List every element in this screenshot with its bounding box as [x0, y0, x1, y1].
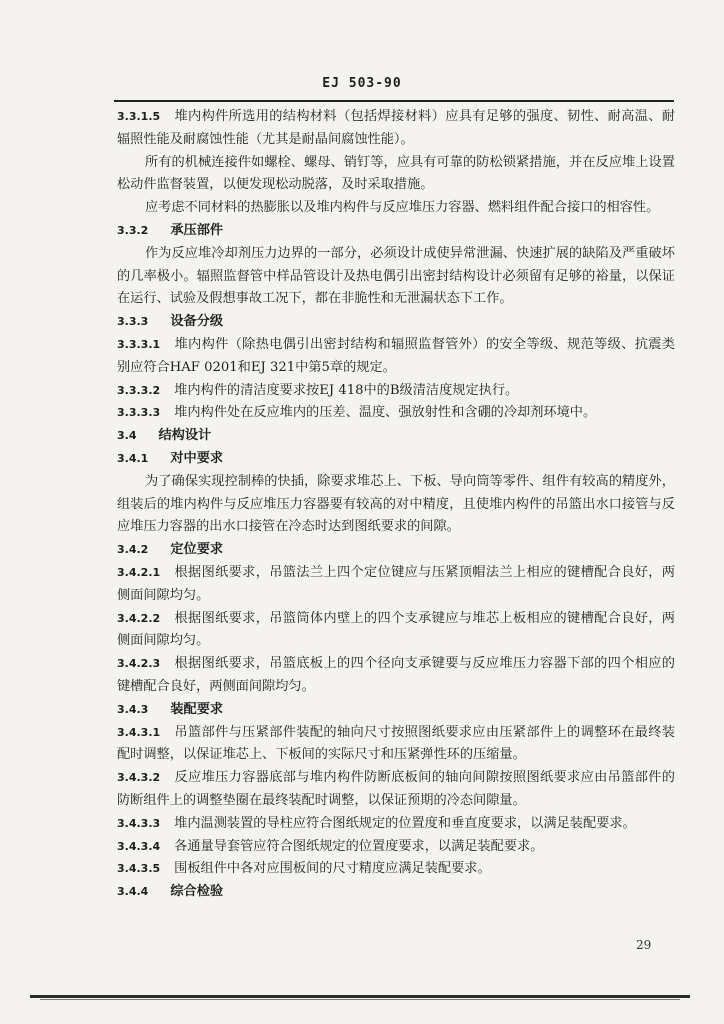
- clause-number: 3.3.3: [117, 315, 149, 329]
- section-heading: [117, 539, 675, 562]
- header-rule: [114, 100, 674, 102]
- section-heading: [117, 311, 675, 334]
- section-heading: [117, 425, 675, 448]
- paragraph-text: 结构设计: [158, 428, 212, 444]
- paragraph-text: 承压部件: [170, 222, 224, 238]
- section-heading: [117, 699, 675, 722]
- body-paragraph: [117, 152, 675, 198]
- section-heading: [117, 220, 675, 243]
- paragraph-text: 围板组件中各对应围板间的尺寸精度应满足装配要求。: [174, 861, 491, 877]
- clause-paragraph: [117, 653, 675, 699]
- section-heading: [117, 448, 675, 471]
- clause-paragraph: [117, 722, 675, 768]
- clause-number: 3.3.3.3: [117, 406, 161, 420]
- paragraph-text: 作为反应堆冷却剂压力边界的一部分，必须设计成使异常泄漏、快速扩展的缺陷及严重破坏的几率极小。辐照监督管中样品管设计及热电偶引出密封结构设计必须留有足够的裕量，以保证在运行、试验及假想事故工况下，都在非脆性和无泄漏状态下工作。: [117, 245, 675, 307]
- clause-number: 3.4.3.4: [117, 839, 161, 853]
- clause-number: 3.4.3.5: [117, 862, 161, 876]
- paragraph-text: 定位要求: [170, 542, 224, 558]
- clause-paragraph: [117, 813, 675, 836]
- body-paragraph: [117, 243, 675, 311]
- clause-number: 3.4.2: [117, 543, 149, 557]
- clause-number: 3.4.3.3: [117, 816, 161, 830]
- clause-paragraph: [117, 380, 675, 403]
- clause-number: 3.3.3.1: [117, 337, 161, 351]
- clause-paragraph: [117, 402, 675, 425]
- paragraph-text: 堆内构件处在反应堆内的压差、温度、强放射性和含硼的冷却剂环境中。: [174, 405, 597, 421]
- paragraph-text: 对中要求: [170, 450, 224, 466]
- paragraph-text: 吊篮部件与压紧部件装配的轴向尺寸按照图纸要求应由压紧部件上的调整环在最终装配时调整，以保证堆芯上、下板间的实际尺寸和压紧弹性环的压缩量。: [117, 724, 675, 763]
- clause-number: 3.4.3.2: [117, 771, 161, 785]
- clause-number: 3.4.2.2: [117, 611, 161, 625]
- paragraph-text: 所有的机械连接件如螺栓、螺母、销钉等，应具有可靠的防松锁紧措施，并在反应堆上设置松动件监督装置，以便发现松动脱落，及时采取措施。: [117, 154, 675, 193]
- paragraph-text: 堆内构件（除热电偶引出密封结构和辐照监督管外）的安全等级、规范等级、抗震类别应符合HAF 0201和EJ 321中第5章的规定。: [117, 336, 675, 375]
- footer-rule: [30, 995, 690, 998]
- paragraph-text: 根据图纸要求，吊篮底板上的四个径向支承键要与反应堆压力容器下部的四个相应的键槽配合良好，两侧面间隙均匀。: [117, 656, 675, 694]
- paragraph-text: 堆内构件的清洁度要求按EJ 418中的B级清洁度规定执行。: [174, 382, 519, 398]
- clause-paragraph: [117, 334, 675, 380]
- clause-number: 3.4.2.3: [117, 657, 161, 671]
- footer-rule-shadow: [40, 999, 680, 1000]
- paragraph-text: 设备分级: [170, 314, 224, 330]
- document-body: [117, 106, 675, 904]
- clause-number: 3.4.1: [117, 451, 149, 465]
- clause-number: 3.4: [117, 429, 137, 443]
- clause-paragraph: [117, 767, 675, 813]
- paragraph-text: 堆内构件所选用的结构材料（包括焊接材料）应具有足够的强度、韧性、耐高温、耐辐照性能及耐腐蚀性能（尤其是耐晶间腐蚀性能）。: [117, 109, 675, 147]
- paragraph-text: 为了确保实现控制棒的快插，除要求堆芯上、下板、导向筒等零件、组件有较高的精度外，组装后的堆内构件与反应堆压力容器要有较高的对中精度，且使堆内构件的吊篮出水口接管与反应堆压力容器的出水口接管在冷态时达到图纸要求的间隙。: [117, 473, 675, 535]
- paragraph-text: 根据图纸要求，吊篮法兰上四个定位键应与压紧顶帽法兰上相应的键槽配合良好，两侧面间隙均匀。: [117, 564, 675, 603]
- paragraph-text: 堆内温测装置的导柱应符合图纸规定的位置度和垂直度要求，以满足装配要求。: [174, 815, 636, 831]
- clause-number: 3.4.4: [117, 885, 149, 899]
- clause-paragraph: [117, 562, 675, 608]
- clause-paragraph: [117, 858, 675, 881]
- section-heading: [117, 881, 675, 904]
- clause-paragraph: [117, 836, 675, 859]
- paragraph-text: 装配要求: [170, 701, 224, 717]
- paragraph-text: 反应堆压力容器底部与堆内构件防断底板间的轴向间隙按照图纸要求应由吊篮部件的防断组件上的调整垫圈在最终装配时调整，以保证预期的冷态间隙量。: [117, 770, 675, 808]
- paragraph-text: 应考虑不同材料的热膨胀以及堆内构件与反应堆压力容器、燃料组件配合接口的相容性。: [145, 200, 660, 216]
- paragraph-text: 根据图纸要求，吊篮筒体内壁上的四个支承键应与堆芯上板相应的键槽配合良好，两侧面间隙均匀。: [117, 610, 675, 649]
- clause-number: 3.4.2.1: [117, 565, 161, 579]
- clause-number: 3.3.3.2: [117, 383, 161, 397]
- paragraph-text: 各通量导套管应符合图纸规定的位置度要求，以满足装配要求。: [174, 838, 544, 854]
- body-paragraph: [117, 197, 675, 220]
- clause-number: 3.3.1.5: [117, 110, 161, 123]
- clause-paragraph: [117, 608, 675, 654]
- clause-number: 3.4.3: [117, 702, 149, 716]
- page-header-standard-number: EJ 503-90: [322, 76, 402, 91]
- clause-number: 3.4.3.1: [117, 725, 161, 739]
- body-paragraph: [117, 471, 675, 539]
- page-number: 29: [636, 938, 652, 952]
- paragraph-text: 综合检验: [170, 884, 224, 900]
- clause-paragraph: [117, 106, 675, 152]
- clause-number: 3.3.2: [117, 223, 149, 237]
